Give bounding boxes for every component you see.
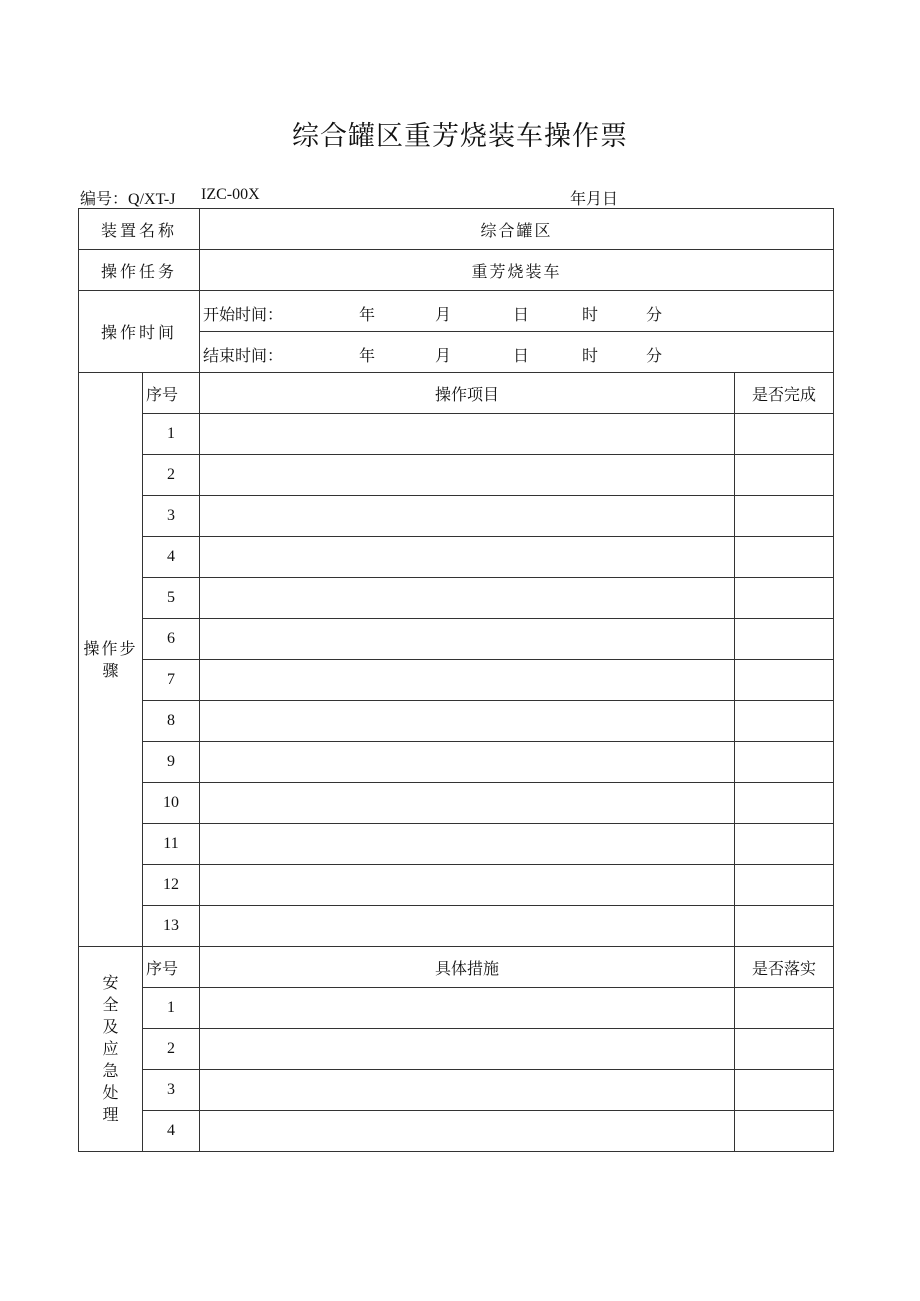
steps-section-label: [79, 373, 143, 947]
step-item-cell[interactable]: [200, 865, 735, 906]
safety-number: 3: [143, 1070, 200, 1111]
step-done-cell[interactable]: [735, 496, 834, 537]
step-item-cell[interactable]: [200, 783, 735, 824]
step-number: 5: [143, 578, 200, 619]
end-day-unit: 日: [513, 346, 530, 365]
steps-seq-header: 序号: [143, 373, 200, 414]
step-done-cell[interactable]: [735, 824, 834, 865]
start-month-unit: 月: [435, 305, 452, 324]
step-done-cell[interactable]: [735, 742, 834, 783]
end-time-field[interactable]: [200, 332, 834, 373]
start-time-field[interactable]: [200, 291, 834, 332]
step-item-cell[interactable]: [200, 619, 735, 660]
safety-item-cell[interactable]: [200, 1070, 735, 1111]
safety-done-cell[interactable]: [735, 1070, 834, 1111]
step-done-cell[interactable]: [735, 537, 834, 578]
task-row: [79, 250, 834, 291]
step-row: [79, 865, 834, 906]
step-row: [79, 537, 834, 578]
safety-section-label-char: 安: [102, 973, 119, 992]
step-row: [79, 824, 834, 865]
steps-header-row: [79, 373, 834, 414]
step-row: [79, 660, 834, 701]
safety-row: [79, 988, 834, 1029]
safety-number: 1: [143, 988, 200, 1029]
step-row: [79, 455, 834, 496]
task-label: 操作任务: [79, 250, 200, 291]
safety-section-label-char: 及: [102, 1017, 119, 1036]
device-name-value[interactable]: 综合罐区: [200, 209, 834, 250]
safety-row: [79, 1111, 834, 1152]
code-suffix: IZC-00X: [201, 186, 260, 203]
start-time-row: [79, 291, 834, 332]
step-done-cell[interactable]: [735, 660, 834, 701]
step-number: 9: [143, 742, 200, 783]
end-time-label: 结束时间：: [203, 346, 284, 365]
step-done-cell[interactable]: [735, 455, 834, 496]
steps-section-label-line1: 操作步: [83, 638, 138, 658]
step-row: [79, 414, 834, 455]
step-done-cell[interactable]: [735, 783, 834, 824]
time-label: 操作时间: [79, 291, 200, 373]
step-done-cell[interactable]: [735, 906, 834, 947]
operation-ticket-table: [78, 208, 834, 1152]
safety-section-label-char: 理: [102, 1105, 119, 1124]
step-row: [79, 742, 834, 783]
task-value[interactable]: 重芳烧装车: [200, 250, 834, 291]
date-label: 年月日: [570, 189, 619, 208]
step-number: 1: [143, 414, 200, 455]
start-minute-unit: 分: [646, 305, 663, 324]
step-row: [79, 619, 834, 660]
step-done-cell[interactable]: [735, 619, 834, 660]
page-title: 综合罐区重芳烧装车操作票: [292, 121, 628, 152]
safety-item-cell[interactable]: [200, 988, 735, 1029]
safety-row: [79, 1029, 834, 1070]
steps-done-header: 是否完成: [735, 373, 834, 414]
safety-header-row: [79, 947, 834, 988]
end-year-unit: 年: [359, 346, 376, 365]
step-item-cell[interactable]: [200, 701, 735, 742]
safety-section-label: [79, 947, 143, 1152]
step-number: 11: [143, 824, 200, 865]
device-name-row: [79, 209, 834, 250]
safety-section-label-char: 急: [102, 1061, 119, 1080]
code-value: Q/XT-J: [128, 191, 176, 208]
safety-number: 2: [143, 1029, 200, 1070]
step-number: 7: [143, 660, 200, 701]
step-item-cell[interactable]: [200, 414, 735, 455]
start-hour-unit: 时: [582, 305, 599, 324]
end-minute-unit: 分: [646, 346, 663, 365]
step-number: 13: [143, 906, 200, 947]
step-done-cell[interactable]: [735, 414, 834, 455]
safety-row: [79, 1070, 834, 1111]
step-item-cell[interactable]: [200, 906, 735, 947]
step-row: [79, 906, 834, 947]
step-number: 12: [143, 865, 200, 906]
safety-section-label-char: 全: [102, 995, 119, 1014]
device-name-label: 装置名称: [79, 209, 200, 250]
safety-done-header: 是否落实: [735, 947, 834, 988]
step-item-cell[interactable]: [200, 455, 735, 496]
step-item-cell[interactable]: [200, 578, 735, 619]
safety-section-label-char: 应: [102, 1039, 119, 1058]
step-item-cell[interactable]: [200, 660, 735, 701]
steps-item-header: 操作项目: [200, 373, 735, 414]
safety-item-cell[interactable]: [200, 1029, 735, 1070]
start-day-unit: 日: [513, 305, 530, 324]
step-item-cell[interactable]: [200, 537, 735, 578]
step-row: [79, 578, 834, 619]
step-item-cell[interactable]: [200, 496, 735, 537]
step-number: 8: [143, 701, 200, 742]
safety-number: 4: [143, 1111, 200, 1152]
step-done-cell[interactable]: [735, 578, 834, 619]
end-hour-unit: 时: [582, 346, 599, 365]
safety-seq-header: 序号: [143, 947, 200, 988]
safety-item-cell[interactable]: [200, 1111, 735, 1152]
end-month-unit: 月: [435, 346, 452, 365]
code-label: 编号：: [80, 189, 129, 208]
safety-done-cell[interactable]: [735, 1029, 834, 1070]
step-row: [79, 783, 834, 824]
step-row: [79, 496, 834, 537]
step-item-cell[interactable]: [200, 824, 735, 865]
step-done-cell[interactable]: [735, 865, 834, 906]
step-done-cell[interactable]: [735, 701, 834, 742]
safety-section-label-char: 处: [102, 1083, 119, 1102]
safety-done-cell[interactable]: [735, 1111, 834, 1152]
step-number: 2: [143, 455, 200, 496]
safety-done-cell[interactable]: [735, 988, 834, 1029]
step-item-cell[interactable]: [200, 742, 735, 783]
start-time-label: 开始时间：: [203, 305, 284, 324]
step-number: 10: [143, 783, 200, 824]
steps-section-label-line2: 骤: [102, 660, 119, 680]
code-line: [80, 186, 175, 209]
safety-item-header: 具体措施: [200, 947, 735, 988]
step-number: 4: [143, 537, 200, 578]
step-row: [79, 701, 834, 742]
start-year-unit: 年: [359, 305, 376, 324]
step-number: 3: [143, 496, 200, 537]
step-number: 6: [143, 619, 200, 660]
